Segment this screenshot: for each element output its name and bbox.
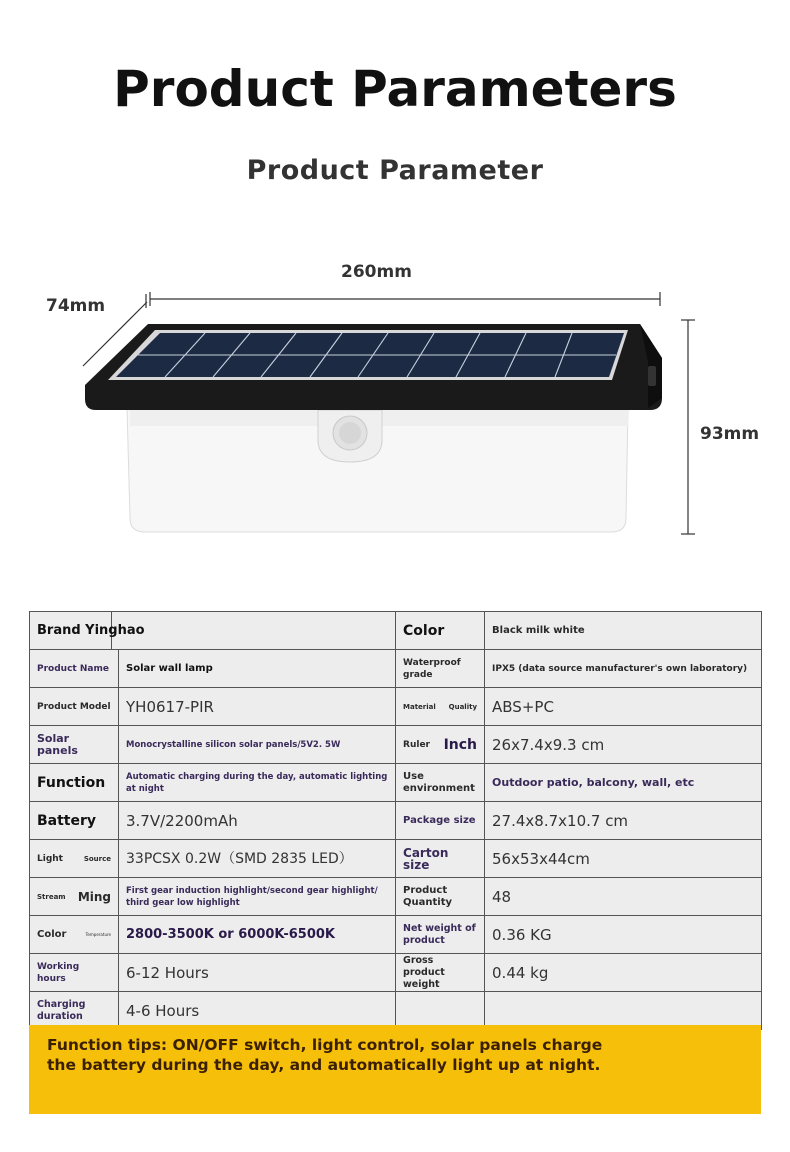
material-label-a: Material: [403, 702, 436, 711]
material-label-b: Quality: [448, 702, 478, 711]
table-row: [30, 612, 762, 650]
charging-duration-value: 4-6 Hours: [119, 992, 396, 1030]
working-hours-label: Working hours: [30, 954, 119, 992]
light-source-value: 33PCSX 0.2W（SMD 2835 LED）: [119, 840, 396, 878]
product-illustration: [0, 280, 790, 570]
table-row: [30, 916, 762, 954]
height-dimension-line: [681, 320, 695, 534]
gross-weight-value: 0.44 kg: [485, 954, 762, 992]
solar-panel: [108, 330, 628, 380]
light-label-b: Source: [83, 854, 111, 863]
table-row: [30, 992, 762, 1030]
product-name-label: Product Name: [30, 650, 119, 688]
table-row: [30, 764, 762, 802]
carton-size-label: Carton size: [396, 840, 485, 878]
temp-label-a: Color: [37, 928, 67, 940]
color-temperature-value: 2800-3500K or 6000K-6500K: [119, 916, 396, 954]
light-source-label: [30, 840, 119, 878]
width-dimension-label: 74mm: [46, 296, 106, 316]
solar-panels-label: Solar panels: [30, 726, 119, 764]
product-quantity-label: Product Quantity: [396, 878, 485, 916]
empty-cell: [485, 992, 762, 1030]
battery-label: Battery: [30, 802, 119, 840]
product-model-value: YH0617-PIR: [119, 688, 396, 726]
table-row: [30, 840, 762, 878]
net-weight-label: Net weight of product: [396, 916, 485, 954]
table-row: [30, 688, 762, 726]
battery-value: 3.7V/2200mAh: [119, 802, 396, 840]
brand-text: Brand Yinghao: [37, 623, 145, 638]
table-row: [30, 650, 762, 688]
function-tips-banner: [29, 1025, 761, 1114]
color-label: Color: [396, 612, 485, 650]
ruler-value: 26x7.4x9.3 cm: [485, 726, 762, 764]
height-dimension-label: 93mm: [700, 424, 760, 444]
gross-weight-label: Gross product weight: [396, 954, 485, 992]
color-value: Black milk white: [485, 612, 762, 650]
use-environment-label: Use environment: [396, 764, 485, 802]
package-size-value: 27.4x8.7x10.7 cm: [485, 802, 762, 840]
spec-table: [29, 611, 762, 1030]
package-size-label: Package size: [396, 802, 485, 840]
carton-size-value: 56x53x44cm: [485, 840, 762, 878]
function-tips-text: Function tips: ON/OFF switch, light control, solar panels charge the battery during the day, and automatically light up at night.: [47, 1036, 603, 1074]
charging-duration-label: Charging duration: [30, 992, 119, 1030]
ruler-label: [396, 726, 485, 764]
brand-cell: [30, 612, 396, 650]
stream-label-a: Stream: [37, 892, 66, 901]
stream-value: First gear induction highlight/second gear highlight/ third gear low highlight: [119, 878, 396, 916]
waterproof-label: Waterproof grade: [396, 650, 485, 688]
waterproof-value: IPX5 (data source manufacturer's own laboratory): [485, 650, 762, 688]
ruler-label-a: Ruler: [403, 739, 430, 750]
table-row: [30, 802, 762, 840]
material-label: [396, 688, 485, 726]
solar-panels-value: Monocrystalline silicon solar panels/5V2. 5W: [119, 726, 396, 764]
product-model-label: Product Model: [30, 688, 119, 726]
light-label-a: Light: [37, 853, 63, 864]
length-dimension-label: 260mm: [341, 262, 412, 282]
working-hours-value: 6-12 Hours: [119, 954, 396, 992]
table-row: [30, 726, 762, 764]
page-subtitle: Product Parameter: [246, 155, 544, 186]
table-row: [30, 954, 762, 992]
empty-cell: [396, 992, 485, 1030]
temp-label-b: Temperature: [85, 931, 111, 937]
stream-label: [30, 878, 119, 916]
product-name-value: Solar wall lamp: [119, 650, 396, 688]
pir-sensor: [318, 410, 382, 462]
net-weight-value: 0.36 KG: [485, 916, 762, 954]
function-value: Automatic charging during the day, automatic lighting at night: [119, 764, 396, 802]
function-label: Function: [30, 764, 119, 802]
table-row: [30, 878, 762, 916]
ruler-label-b: Inch: [443, 736, 478, 753]
length-dimension-line: [150, 292, 660, 306]
stream-label-b: Ming: [77, 889, 111, 904]
product-quantity-value: 48: [485, 878, 762, 916]
use-environment-value: Outdoor patio, balcony, wall, etc: [485, 764, 762, 802]
color-temperature-label: [30, 916, 119, 954]
material-value: ABS+PC: [485, 688, 762, 726]
page-title: Product Parameters: [113, 60, 677, 118]
